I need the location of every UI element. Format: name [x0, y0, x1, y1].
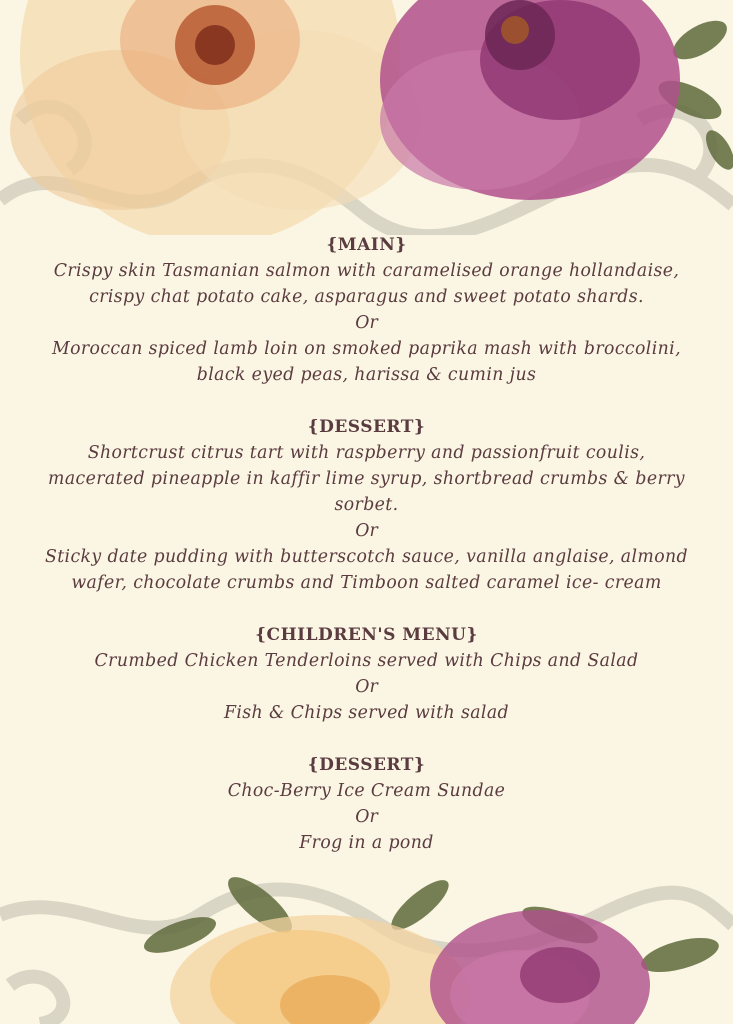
- main-option2-line1: Moroccan spiced lamb loin on smoked paprika mash with broccolini,: [51, 339, 681, 359]
- main-option2-line2: black eyed peas, harissa & cumin jus: [196, 365, 537, 385]
- menu-content: [0, 232, 733, 856]
- pink-rose-icon: [430, 910, 650, 1024]
- top-floral-decoration: [0, 0, 733, 235]
- dessert-option1-line2: macerated pineapple in kaffir lime syrup, shortbread crumbs & berry: [48, 469, 685, 489]
- dessert-option1-line1: Shortcrust citrus tart with raspberry and passionfruit coulis,: [87, 443, 646, 463]
- childrens-dessert-heading: {DESSERT}: [307, 755, 426, 775]
- bottom-floral-decoration: [0, 875, 733, 1024]
- dessert-option2-line1: Sticky date pudding with butterscotch sauce, vanilla anglaise, almond: [44, 547, 689, 567]
- childrens-dessert-option2: Frog in a pond: [299, 833, 434, 853]
- dessert-option1-line3: sorbet.: [334, 495, 399, 515]
- main-heading: {MAIN}: [326, 235, 407, 255]
- childrens-dessert-or: Or: [355, 807, 378, 827]
- main-option1-line2: crispy chat potato cake, asparagus and sweet potato shards.: [89, 287, 644, 307]
- childrens-option2: Fish & Chips served with salad: [223, 703, 510, 723]
- cream-flower-icon: [170, 915, 470, 1024]
- main-or: Or: [355, 313, 378, 333]
- childrens-or: Or: [355, 677, 378, 697]
- main-option1-line1: Crispy skin Tasmanian salmon with caramelised orange hollandaise,: [53, 261, 680, 281]
- childrens-dessert-option1: Choc-Berry Ice Cream Sundae: [227, 781, 506, 801]
- dessert-heading: {DESSERT}: [307, 417, 426, 437]
- childrens-menu-heading: {CHILDREN'S MENU}: [255, 625, 478, 645]
- dessert-or: Or: [355, 521, 378, 541]
- peach-flower-icon: [10, 0, 420, 235]
- childrens-option1: Crumbed Chicken Tenderloins served with Chips and Salad: [94, 651, 639, 671]
- dessert-option2-line2: wafer, chocolate crumbs and Timboon salted caramel ice- cream: [71, 573, 662, 593]
